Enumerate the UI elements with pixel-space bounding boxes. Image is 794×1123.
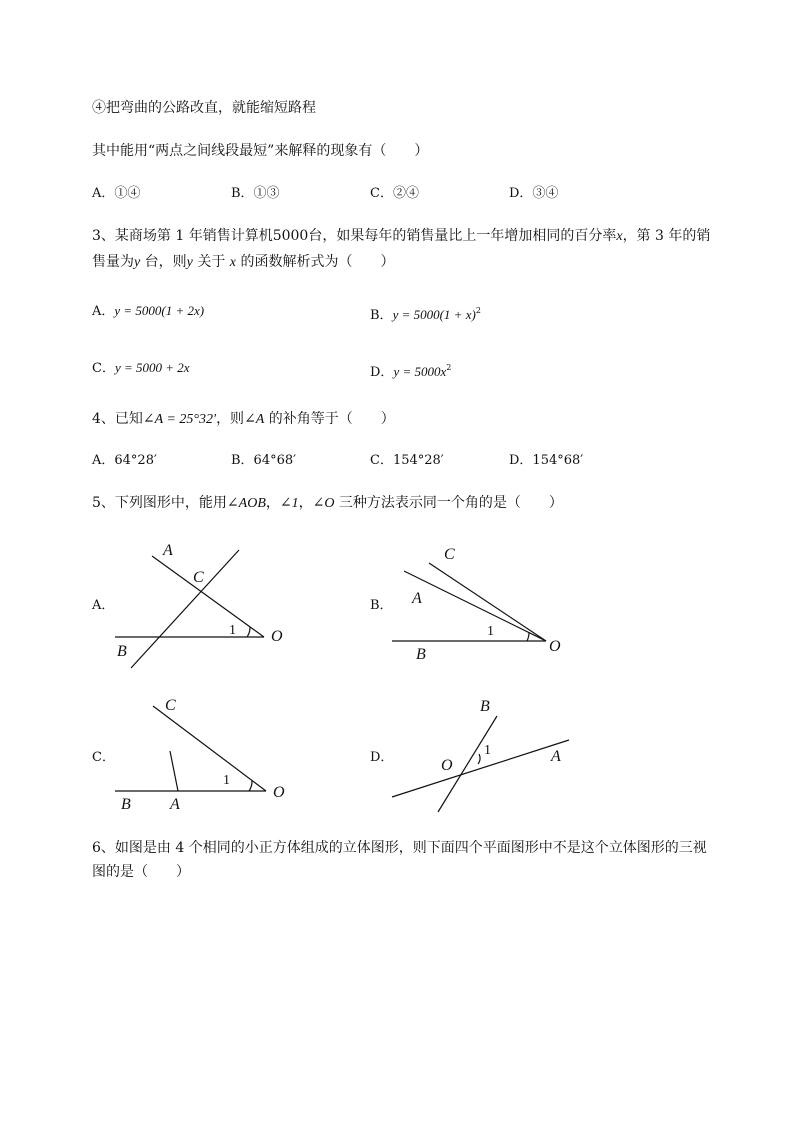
q3-option-b-label: B． bbox=[370, 308, 393, 323]
q3-option-c-expr: y = 5000 + 2x bbox=[114, 360, 190, 375]
q3-option-d-exponent: 2 bbox=[446, 363, 452, 372]
q4-given-angle: ∠A = 25°32′ bbox=[142, 412, 217, 427]
q3-text-2d: 的函数解析式为（ ） bbox=[236, 254, 395, 270]
fig-a-label-1: 1 bbox=[229, 623, 236, 638]
q3-option-d bbox=[370, 359, 451, 382]
q3-text-1b: ，第 3 年的销 bbox=[622, 228, 711, 244]
q3-var-y1: y bbox=[134, 255, 141, 270]
q3-option-b-exponent: 2 bbox=[475, 306, 481, 315]
fig-c-ray-oc bbox=[153, 706, 266, 791]
q3-var-y2: y bbox=[186, 255, 193, 270]
q5-sep-2: ， bbox=[298, 495, 313, 511]
q5-option-c-label: C． bbox=[92, 750, 115, 765]
fig-c-label-c: C bbox=[165, 697, 176, 714]
fig-a-label-b: B bbox=[117, 643, 127, 660]
q3-option-b-expr: y = 5000(1 + x) bbox=[392, 307, 476, 322]
q2-option-c: C．②④ bbox=[370, 186, 419, 201]
q3-option-b bbox=[370, 302, 481, 325]
question-4-stem bbox=[92, 409, 395, 430]
q4-option-b: B．64°68′ bbox=[231, 453, 297, 468]
q3-text-2b: 台，则 bbox=[140, 254, 187, 270]
q5-text-a: 5、下列图形中，能用 bbox=[92, 495, 227, 511]
fig-c-angle-arc bbox=[249, 781, 252, 791]
q3-text-1a: 3、某商场第 1 年销售计算机5000台，如果每年的销售量比上一年增加相同的百分率 bbox=[92, 228, 617, 244]
question-6-line-1: 6、如图是由 4 个相同的小正方体组成的立体图形，则下面四个平面图形中不是这个立体图形的三视 bbox=[92, 840, 707, 856]
fig-a-crossing-line bbox=[131, 550, 239, 668]
fig-c-label-b: B bbox=[121, 796, 131, 813]
fig-c-label-a: A bbox=[170, 796, 180, 813]
fig-c-segment-a bbox=[170, 751, 178, 791]
q5-sep-1: ， bbox=[265, 495, 280, 511]
q5-option-a-label: A． bbox=[92, 598, 115, 613]
fig-d-line-ob bbox=[438, 716, 497, 812]
q3-option-c-label: C． bbox=[92, 361, 115, 376]
q3-text-2a: 售量为 bbox=[92, 254, 134, 270]
question-3-line-2 bbox=[92, 252, 394, 273]
q4-option-a: A．64°28′ bbox=[92, 453, 157, 468]
q5-angle-1: ∠1 bbox=[279, 496, 299, 511]
q3-option-c bbox=[92, 359, 190, 378]
fig-a-angle-arc bbox=[247, 627, 250, 637]
q3-var-x: x bbox=[616, 229, 623, 244]
fig-b-label-b: B bbox=[416, 646, 426, 663]
fig-d-label-1: 1 bbox=[484, 743, 491, 758]
q5-text-b: 三种方法表示同一个角的是（ ） bbox=[334, 495, 563, 511]
fig-a-label-a: A bbox=[163, 542, 173, 559]
q2-option-b: B．①③ bbox=[231, 186, 280, 201]
fig-d-line-oa bbox=[392, 740, 569, 797]
q4-text-b: ，则 bbox=[216, 411, 245, 427]
question-3-line-1 bbox=[92, 226, 710, 247]
question-2-stem: 其中能用“两点之间线段最短”来解释的现象有（ ） bbox=[92, 143, 429, 159]
q5-option-d-label: D． bbox=[370, 750, 394, 765]
q5-option-b-label: B． bbox=[370, 598, 393, 613]
fig-d-label-o: O bbox=[441, 757, 453, 774]
fig-b-label-o: O bbox=[549, 638, 561, 655]
fig-a-label-o: O bbox=[271, 628, 283, 645]
fig-b-label-a: A bbox=[412, 590, 422, 607]
q5-angle-o: ∠O bbox=[312, 496, 335, 511]
q3-option-a-label: A． bbox=[92, 304, 115, 319]
fig-b-label-c: C bbox=[444, 546, 455, 563]
q5-angle-aob: ∠AOB bbox=[226, 496, 266, 511]
q3-option-d-label: D． bbox=[370, 365, 394, 380]
fig-c-label-1: 1 bbox=[223, 773, 230, 788]
q2-option-d: D．③④ bbox=[509, 186, 559, 201]
q4-text-a: 4、已知 bbox=[92, 411, 143, 427]
fig-b-ray-oa bbox=[404, 571, 546, 641]
q3-option-d-expr: y = 5000x bbox=[393, 364, 447, 379]
question-6-line-2: 图的是（ ） bbox=[92, 864, 190, 880]
fig-a-label-c: C bbox=[193, 569, 204, 586]
fig-c-label-o: O bbox=[273, 784, 285, 801]
q4-option-d: D．154°68′ bbox=[509, 453, 584, 468]
fig-b-angle-arc bbox=[527, 632, 529, 641]
fig-b-ray-oc bbox=[429, 563, 546, 641]
q4-option-c: C．154°28′ bbox=[370, 453, 444, 468]
question-5-stem bbox=[92, 493, 563, 514]
q3-option-a-expr: y = 5000(1 + 2x) bbox=[114, 303, 205, 318]
q3-option-a bbox=[92, 302, 204, 321]
q3-text-2c: 关于 bbox=[192, 254, 230, 270]
fig-d-label-b: B bbox=[480, 698, 490, 715]
statement-4: ④把弯曲的公路改直，就能缩短路程 bbox=[92, 100, 316, 116]
fig-d-angle-arc bbox=[478, 754, 480, 764]
q3-var-x2: x bbox=[229, 255, 237, 270]
q2-option-a: A．①④ bbox=[92, 186, 141, 201]
fig-d-label-a: A bbox=[551, 748, 561, 765]
q4-text-c: 的补角等于（ ） bbox=[264, 411, 395, 427]
q4-angle-a: ∠A bbox=[244, 412, 265, 427]
fig-a-ray-oa bbox=[152, 556, 264, 637]
fig-b-label-1: 1 bbox=[487, 624, 494, 639]
